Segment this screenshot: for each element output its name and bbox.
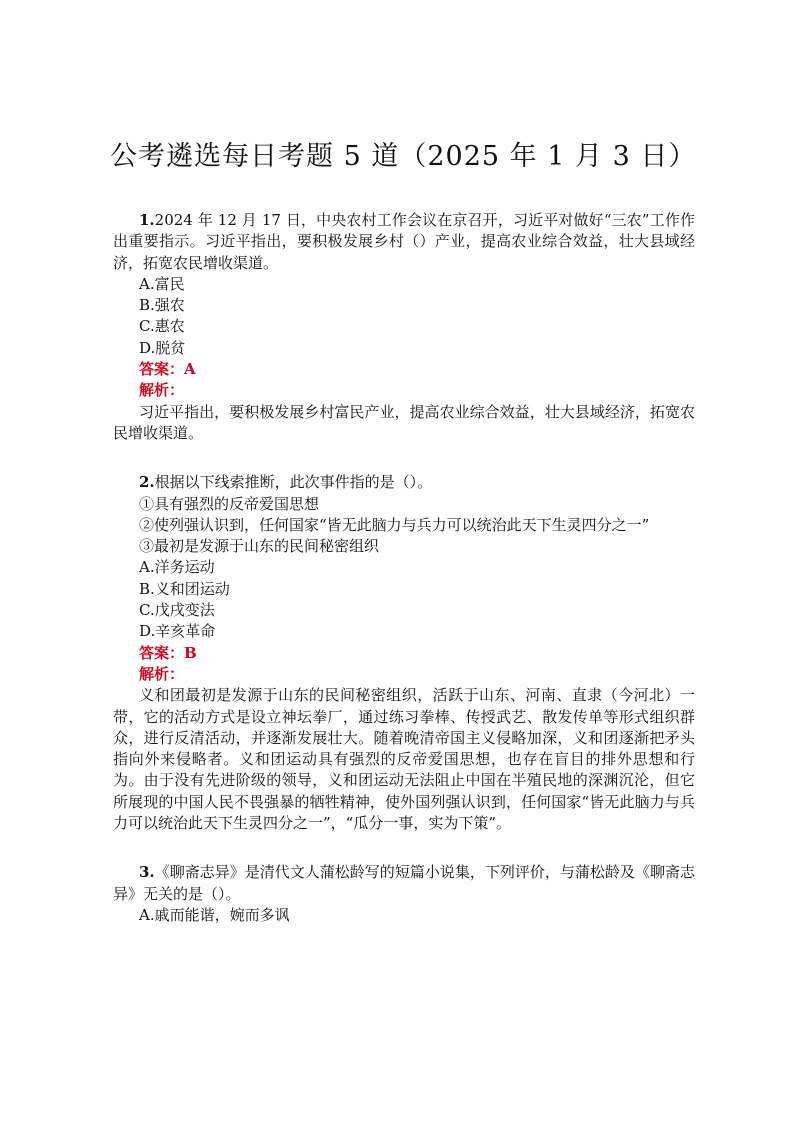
question-1-number: 1.	[139, 211, 155, 229]
question-1-option-b: B.强农	[139, 296, 185, 315]
question-1-stem	[113, 210, 695, 274]
question-1-option-a: A.富民	[139, 274, 185, 293]
question-3-text: 《聊斋志异》是清代文人蒲松龄写的短篇小说集，下列评价，与蒲松龄及《聊斋志异》无关的是（）。	[113, 863, 695, 903]
question-3-stem	[113, 862, 695, 905]
question-2-clue-3: ③最初是发源于山东的民间秘密组织	[139, 537, 380, 556]
question-2-option-c: C.戊戌变法	[139, 601, 215, 620]
page-title: 公考遴选每日考题 5 道（2025 年 1 月 3 日）	[110, 141, 697, 172]
question-2-number: 2.	[139, 473, 155, 492]
question-2-text: 根据以下线索推断，此次事件指的是（）。	[154, 473, 433, 492]
question-2-option-b: B.义和团运动	[139, 579, 230, 598]
question-2-clue-1: ①具有强烈的反帝爱国思想	[139, 494, 320, 513]
question-1-text: 2024 年 12 月 17 日，中央农村工作会议在京召开，习近平对做好“三农”工作作出重要指示。习近平指出，要积极发展乡村（）产业，提高农业综合效益，壮大县域经济，拓宽农民增收渠道。	[113, 211, 695, 272]
document-body	[113, 210, 695, 926]
question-2-analysis-label: 解析：	[139, 664, 185, 683]
question-2-answer: 答案：B	[139, 643, 197, 662]
question-1-analysis: 习近平指出，要积极发展乡村富民产业，提高农业综合效益，壮大县域经济，拓宽农民增收渠道。	[113, 402, 695, 442]
question-3-option-a: A.戚而能谐，婉而多讽	[139, 905, 290, 924]
question-2-analysis: 义和团最初是发源于山东的民间秘密组织，活跃于山东、河南、直隶（今河北）一带，它的活动方式是设立神坛拳厂，通过练习拳棒、传授武艺、散发传单等形式组织群众，进行反清活动，并逐渐发展壮大。随着晚清帝国主义侵略加深，义和团逐渐把矛头指向外来侵略者。义和团运动具有强烈的反帝爱国思想，也存在盲目的排外思想和行为。由于没有先进阶级的领导，义和团运动无法阻止中国在半殖民地的深渊沉沦，但它所展现的中国人民不畏强暴的牺牲精神，使外国列强认识到，任何国家“皆无此脑力与兵力可以统治此天下生灵四分之一”，“瓜分一事，实为下策”。	[113, 686, 695, 833]
question-1-answer: 答案：A	[139, 360, 196, 379]
question-2-option-a: A.洋务运动	[139, 558, 215, 577]
spacer	[113, 834, 695, 862]
question-1-option-d: D.脱贫	[139, 338, 186, 357]
question-1-analysis-label: 解析：	[139, 381, 185, 400]
question-2-stem	[113, 472, 695, 493]
spacer	[113, 444, 695, 472]
question-3-number: 3.	[139, 863, 155, 882]
question-2-option-d: D.辛亥革命	[139, 622, 216, 641]
question-2-clue-2: ②使列强认识到，任何国家“皆无此脑力与兵力可以统治此天下生灵四分之一”	[139, 515, 650, 534]
question-1-option-c: C.惠农	[139, 317, 185, 336]
